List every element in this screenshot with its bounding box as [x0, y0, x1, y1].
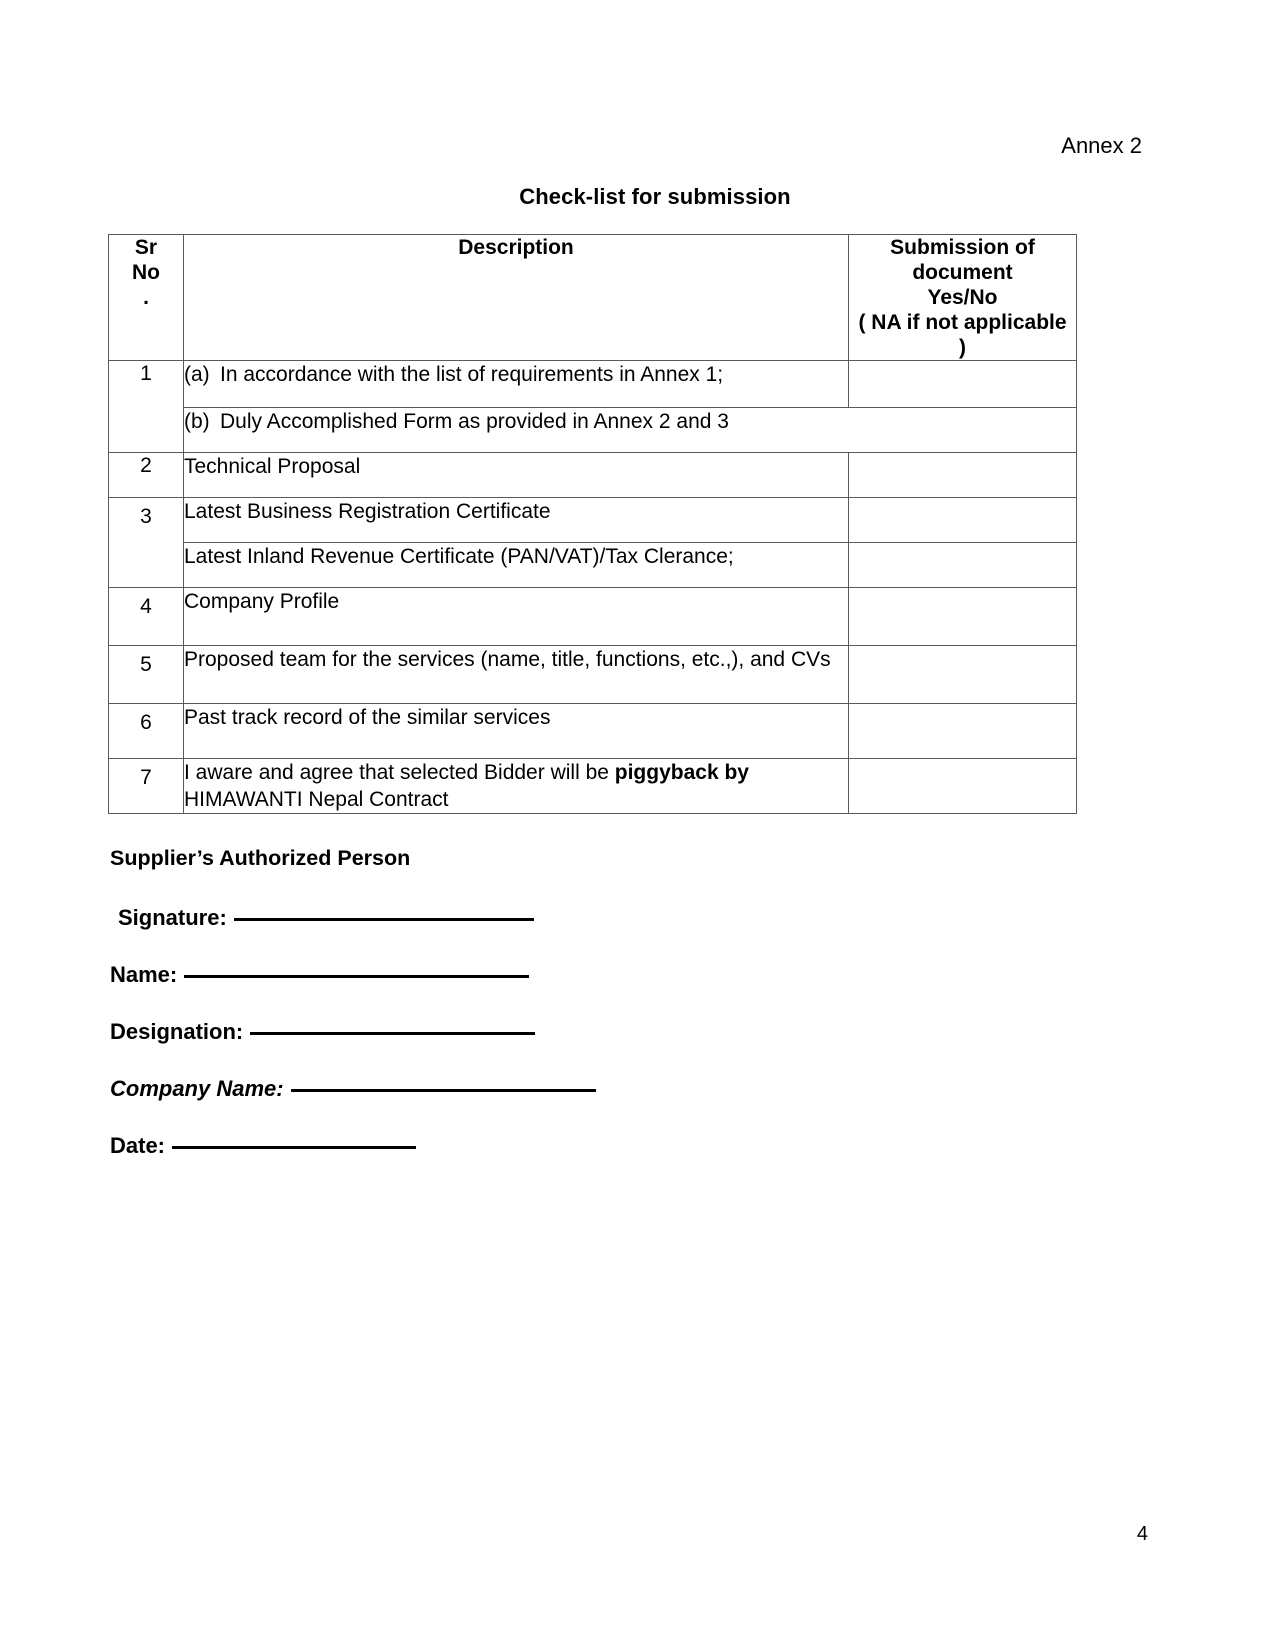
- page-number: 4: [1136, 1523, 1148, 1545]
- sr-no-line-3: .: [143, 286, 149, 309]
- submission-line-5: ): [959, 336, 966, 359]
- submission-cell-2[interactable]: [849, 453, 1077, 498]
- sr-no-line-1: Sr: [134, 236, 158, 259]
- table-row: [109, 453, 1077, 498]
- row-7-text-after: HIMAWANTI Nepal Contract: [184, 788, 449, 811]
- date-label: Date:: [110, 1133, 166, 1158]
- column-header-description: Description: [184, 235, 849, 361]
- row-description-1a: [184, 361, 849, 408]
- row-description-3b: Latest Inland Revenue Certificate (PAN/VAT)/Tax Clerance;: [184, 543, 849, 588]
- row-description-7: [184, 759, 849, 814]
- row-description-5: Proposed team for the services (name, title, functions, etc.,), and CVs: [184, 646, 849, 704]
- submission-cell-6[interactable]: [849, 704, 1077, 759]
- item-text-b: Duly Accomplished Form as provided in Annex 2 and 3: [220, 410, 729, 433]
- signature-input-line[interactable]: [234, 918, 534, 921]
- row-description-3: Latest Business Registration Certificate: [184, 498, 849, 543]
- row-description-1b: [184, 408, 1077, 453]
- row-sr-1: 1: [109, 361, 184, 453]
- name-input-line[interactable]: [184, 975, 529, 978]
- submission-cell-3b[interactable]: [849, 543, 1077, 588]
- row-7-text-bold: piggyback by: [614, 761, 749, 784]
- signature-field-row: [110, 905, 1010, 931]
- designation-field-row: [110, 1019, 1010, 1045]
- row-7-text-before: I aware and agree that selected Bidder will be: [184, 761, 615, 784]
- signature-block: [110, 846, 1010, 1190]
- row-sr-3: 3: [109, 498, 184, 588]
- table-row: [109, 361, 1077, 408]
- submission-line-3: Yes/No: [927, 286, 998, 309]
- table-row: [109, 759, 1077, 814]
- page-title: Check-list for submission: [519, 184, 791, 209]
- date-field-row: [110, 1133, 1010, 1159]
- designation-label: Designation:: [110, 1019, 244, 1044]
- submission-line-4: ( NA if not applicable: [858, 311, 1067, 334]
- submission-line-2: document: [912, 261, 1013, 284]
- checklist-table-container: [108, 234, 1076, 814]
- submission-cell-3[interactable]: [849, 498, 1077, 543]
- annex-label: Annex 2: [1061, 133, 1142, 158]
- column-header-submission: [849, 235, 1077, 361]
- date-input-line[interactable]: [172, 1146, 416, 1149]
- row-sr-5: 5: [109, 646, 184, 704]
- table-row: [109, 543, 1077, 588]
- column-header-sr-no: [109, 235, 184, 361]
- submission-cell-1a[interactable]: [849, 361, 1077, 408]
- table-row: [109, 646, 1077, 704]
- submission-line-1: Submission of: [890, 236, 1035, 259]
- row-sr-2: 2: [109, 453, 184, 498]
- table-row: [109, 704, 1077, 759]
- row-sr-7: 7: [109, 759, 184, 814]
- row-sr-4: 4: [109, 588, 184, 646]
- company-name-input-line[interactable]: [291, 1089, 596, 1092]
- submission-cell-4[interactable]: [849, 588, 1077, 646]
- table-row: [109, 408, 1077, 453]
- row-sr-6: 6: [109, 704, 184, 759]
- row-description-6: Past track record of the similar services: [184, 704, 849, 759]
- company-name-field-row: [110, 1076, 1010, 1102]
- table-row: [109, 588, 1077, 646]
- item-text-a: In accordance with the list of requirements in Annex 1;: [220, 363, 724, 386]
- signature-label: Signature:: [118, 905, 227, 930]
- row-description-2: Technical Proposal: [184, 453, 849, 498]
- sr-no-line-2: No: [132, 261, 160, 284]
- item-tag-b: (b): [184, 410, 210, 433]
- name-label: Name:: [110, 962, 178, 987]
- name-field-row: [110, 962, 1010, 988]
- item-tag-a: (a): [184, 363, 210, 386]
- signature-block-heading: Supplier’s Authorized Person: [110, 846, 411, 870]
- submission-cell-7[interactable]: [849, 759, 1077, 814]
- row-description-4: Company Profile: [184, 588, 849, 646]
- submission-cell-5[interactable]: [849, 646, 1077, 704]
- table-header-row: [109, 235, 1077, 361]
- table-row: [109, 498, 1077, 543]
- company-name-label: Company Name:: [110, 1076, 284, 1101]
- checklist-table: [108, 234, 1077, 814]
- designation-input-line[interactable]: [250, 1032, 535, 1035]
